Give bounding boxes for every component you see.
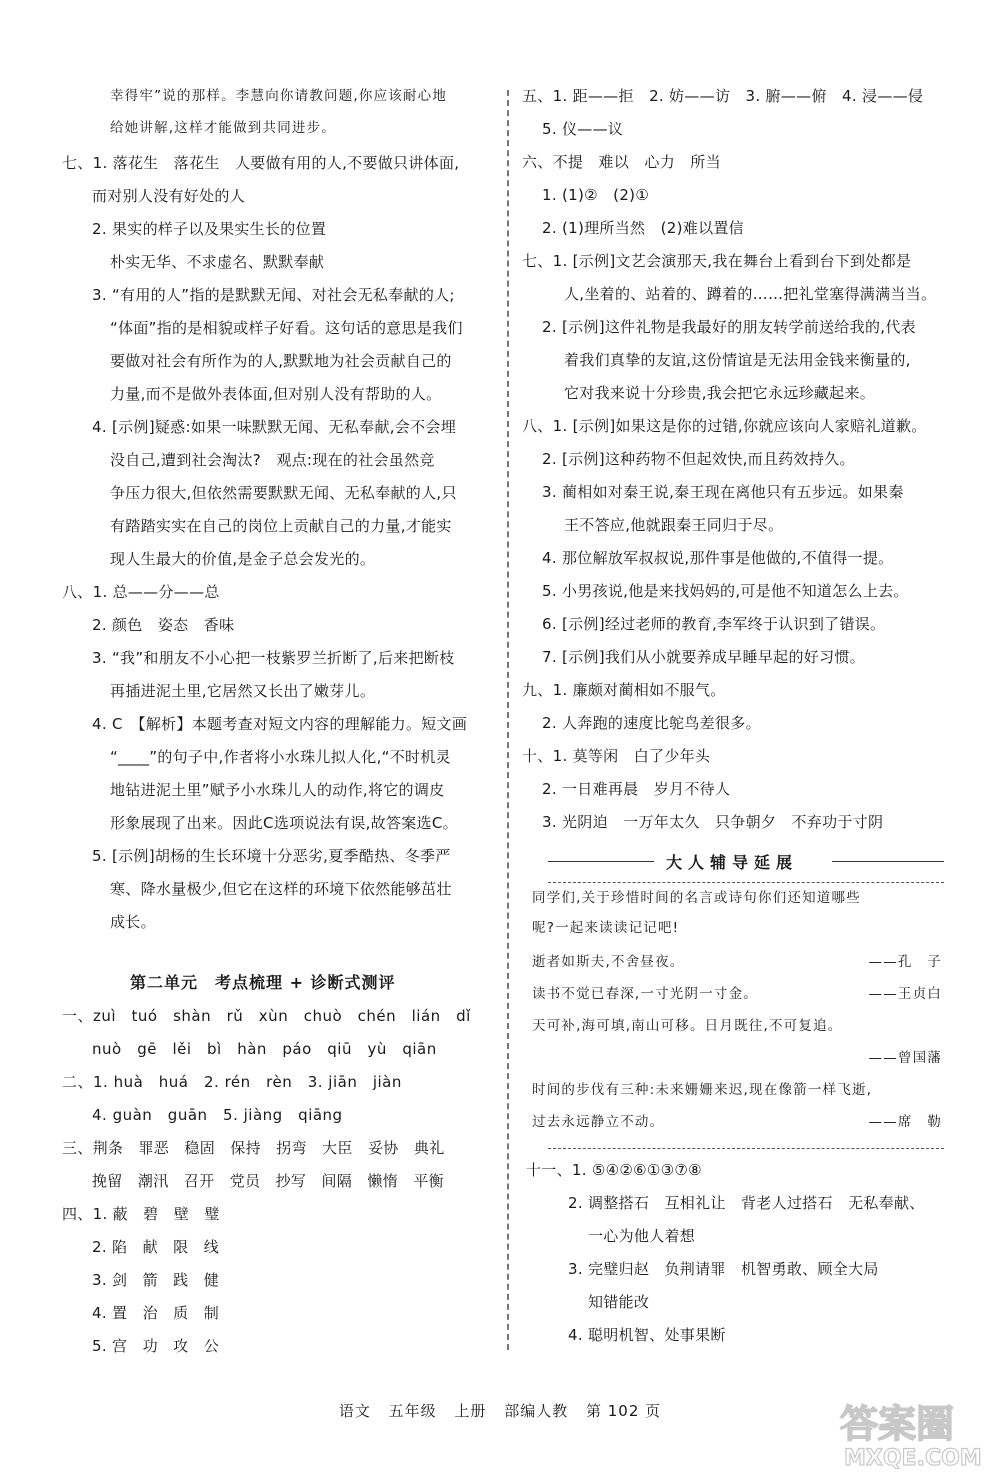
right-text-line: 六、不提 难以 心力 所当 <box>522 153 721 171</box>
left-text-line: 四、1. 蔽 碧 壁 璧 <box>62 1205 220 1223</box>
left-text-line: 再插进泥土里,它居然又长出了嫩芽儿。 <box>110 682 376 700</box>
left-text-line: 而对别人没有好处的人 <box>92 187 246 205</box>
banner-rule-right <box>832 861 944 862</box>
left-text-line: 第二单元 考点梳理 + 诊断式测评 <box>130 973 396 992</box>
left-text-line: 七、1. 落花生 落花生 人要做有用的人,不要做只讲体面, <box>62 154 460 172</box>
right-text-line: 七、1. [示例]文艺会演那天,我在舞台上看到台下到处都是 <box>522 252 912 270</box>
right-text-line: 同学们,关于珍惜时间的名言或诗句你们还知道哪些 <box>532 890 861 906</box>
right-text-line: 人,坐着的、站着的、蹲着的……把礼堂塞得满满当当。 <box>564 285 937 303</box>
right-text-line: 它对我来说十分珍贵,我会把它永远珍藏起来。 <box>564 384 876 402</box>
left-text-line: 地钻进泥土里”赋予小水珠儿人的动作,将它的调皮 <box>110 781 445 799</box>
left-text-line: 3. “我”和朋友不小心把一枝紫罗兰折断了,后来把断枝 <box>92 649 455 667</box>
right-text-line: 5. 仪——议 <box>542 120 624 138</box>
right-text-line: 3. 蔺相如对秦王说,秦王现在离他只有五步远。如果秦 <box>542 483 904 501</box>
column-divider <box>507 90 509 1350</box>
right-text-line: 九、1. 廉颇对蔺相如不服气。 <box>522 681 726 699</box>
quote-attribution: ——孔 子 <box>868 954 942 970</box>
left-text-line: 力量,而不是做外表体面,但对别人没有帮助的人。 <box>110 385 442 403</box>
left-text-line: 没自己,遭到社会淘汰? 观点:现在的社会虽然竞 <box>110 451 435 469</box>
left-text-line: 三、荆条 罪恶 稳固 保持 拐弯 大臣 妥协 典礼 <box>62 1139 445 1157</box>
right-text-line: 逝者如斯夫,不舍昼夜。 <box>532 954 685 970</box>
left-text-line: 4. 置 治 质 制 <box>92 1304 220 1322</box>
left-text-line: 幸得牢”说的那样。李慧向你请教问题,你应该耐心地 <box>110 88 448 104</box>
right-text-line: 王不答应,他就跟秦王同归于尽。 <box>564 516 784 534</box>
right-text-line: 2. 人奔跑的速度比鸵鸟差很多。 <box>542 714 761 732</box>
right-text-line: 十一、1. ⑤④②⑥①③⑦⑧ <box>526 1161 702 1179</box>
right-text-line: 一心为他人着想 <box>588 1227 696 1245</box>
right-text-line: 着我们真挚的友谊,这份情谊是无法用金钱来衡量的, <box>564 351 911 369</box>
right-text-line: 1. (1)② (2)① <box>542 186 650 204</box>
right-text-line: 2. [示例]这件礼物是我最好的朋友转学前送给我的,代表 <box>542 318 916 336</box>
right-text-line: 过去永远静立不动。 <box>532 1114 665 1130</box>
right-text-line: 4. 那位解放军叔叔说,那件事是他做的,不值得一提。 <box>542 549 894 567</box>
watermark-text: 答案圈 <box>840 1402 955 1446</box>
banner-rule-left <box>548 861 654 862</box>
left-text-line: 一、zuì tuó shàn rǔ xùn chuò chén lián dǐ <box>62 1007 471 1025</box>
left-text-line: 2. 陷 献 限 线 <box>92 1238 220 1256</box>
footer-volume: 上册 <box>454 1402 487 1420</box>
right-text-line: 5. 小男孩说,他是来找妈妈的,可是他不知道怎么上去。 <box>542 582 909 600</box>
quote-attribution: ——席 勒 <box>868 1114 942 1130</box>
left-text-line: 形象展现了出来。因此C选项说法有误,故答案选C。 <box>110 814 458 832</box>
left-text-line: nuò gē lěi bì hàn páo qiū yù qiān <box>92 1040 437 1058</box>
watermark-domain: MXQE.COM <box>844 1446 982 1470</box>
right-text-line: 五、1. 距——拒 2. 妨——访 3. 腑——俯 4. 浸——侵 <box>522 87 924 105</box>
left-text-line: 4. C 【解析】本题考查对短文内容的理解能力。短文画 <box>92 715 468 733</box>
left-text-line: 成长。 <box>110 913 156 931</box>
left-text-line: 挽留 潮汛 召开 党员 抄写 间隔 懒惰 平衡 <box>92 1172 444 1190</box>
left-text-line: 5. [示例]胡杨的生长环境十分恶劣,夏季酷热、冬季严 <box>92 847 451 865</box>
left-text-line: 有踏踏实实在自己的岗位上贡献自己的力量,才能实 <box>110 517 452 535</box>
left-text-line: 寒、降水量极少,但它在这样的环境下依然能够茁壮 <box>110 880 452 898</box>
left-text-line: 要做对社会有所作为的人,默默地为社会贡献自己的 <box>110 352 452 370</box>
left-text-line: 二、1. huà huá 2. rén rèn 3. jiān jiàn <box>62 1073 402 1091</box>
right-text-line: 2. 调整搭石 互相礼让 背老人过搭石 无私奉献、 <box>568 1194 925 1212</box>
left-text-line: 5. 宫 功 攻 公 <box>92 1337 220 1355</box>
footer-page: 第 102 页 <box>586 1402 662 1420</box>
right-text-line: 2. (1)理所当然 (2)难以置信 <box>542 219 744 237</box>
left-text-line: 4. guàn guān 5. jiàng qiāng <box>92 1106 343 1124</box>
right-text-line: 天可补,海可填,南山可移。日月既往,不可复追。 <box>532 1018 843 1034</box>
left-text-line: 2. 果实的样子以及果实生长的位置 <box>92 220 327 238</box>
left-text-line: 给她讲解,这样才能做到共同进步。 <box>110 120 336 136</box>
left-text-line: 3. “有用的人”指的是默默无闻、对社会无私奉献的人; <box>92 286 455 304</box>
footer-grade: 五年级 <box>388 1402 437 1420</box>
right-text-line: 6. [示例]经过老师的教育,李军终于认识到了错误。 <box>542 615 886 633</box>
right-text-line: 八、1. [示例]如果这是你的过错,你就应该向人家赔礼道歉。 <box>522 417 927 435</box>
right-text-line: 7. [示例]我们从小就要养成早睡早起的好习惯。 <box>542 648 865 666</box>
right-text-line: 4. 聪明机智、处事果断 <box>568 1326 726 1344</box>
left-text-line: 3. 剑 箭 践 健 <box>92 1271 220 1289</box>
box-bottom-rule <box>548 1148 944 1149</box>
left-text-line: “____”的句子中,作者将小水珠儿拟人化,“不时机灵 <box>110 748 451 766</box>
left-text-line: 八、1. 总——分——总 <box>62 583 220 601</box>
left-text-line: 2. 颜色 姿态 香味 <box>92 616 235 634</box>
left-text-line: 4. [示例]疑惑:如果一味默默无闻、无私奉献,会不会埋 <box>92 418 457 436</box>
left-text-line: 朴实无华、不求虚名、默默奉献 <box>110 253 325 271</box>
right-text-line: 2. 一日难再晨 岁月不待人 <box>542 780 731 798</box>
right-text-line: 知错能改 <box>588 1293 650 1311</box>
right-text-line: 十、1. 莫等闲 白了少年头 <box>522 747 711 765</box>
left-text-line: 争压力很大,但依然需要默默无闻、无私奉献的人,只 <box>110 484 457 502</box>
left-text-line: 现人生最大的价值,是金子总会发光的。 <box>110 550 376 568</box>
footer-subject: 语文 <box>338 1402 371 1420</box>
quote-attribution: ——曾国藩 <box>868 1050 942 1066</box>
quote-attribution: ——王贞白 <box>868 986 942 1002</box>
box-top-rule <box>548 882 944 883</box>
footer-edition: 部编人教 <box>504 1402 569 1420</box>
watermark-logo <box>830 1395 990 1470</box>
right-text-line: 3. 光阴迫 一万年太久 只争朝夕 不弃功于寸阴 <box>542 813 884 831</box>
right-text-line: 读书不觉已春深,一寸光阴一寸金。 <box>532 986 758 1002</box>
right-text-line: 时间的步伐有三种:未来姗姗来迟,现在像箭一样飞逝, <box>532 1082 873 1098</box>
left-text-line: “体面”指的是相貌或样子好看。这句话的意思是我们 <box>110 319 463 337</box>
right-text-line: 3. 完璧归赵 负荆请罪 机智勇敢、顾全大局 <box>568 1260 879 1278</box>
right-text-line: 2. [示例]这种药物不但起效快,而且药效持久。 <box>542 450 855 468</box>
right-text-line: 呢?一起来读读记记吧! <box>532 920 680 936</box>
banner-title: 大人辅导延展 <box>660 850 804 873</box>
